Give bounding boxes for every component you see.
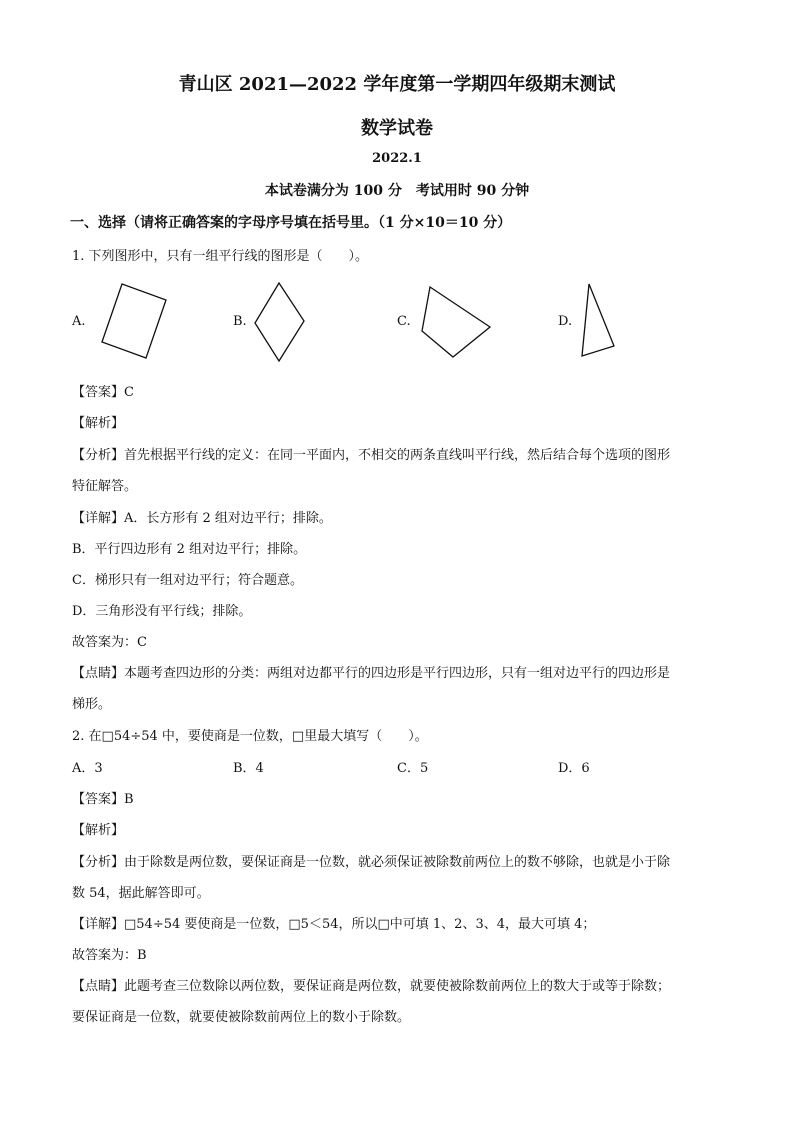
q1-fenxi-line-1: 【分析】首先根据平行线的定义：在同一平面内，不相交的两条直线叫平行线，然后结合每个选项的图形 <box>72 448 671 463</box>
q2-option-a: A．3 <box>72 761 103 776</box>
q1-option-b-label: B. <box>233 314 247 329</box>
q1-option-c-label: C. <box>397 314 411 329</box>
q2-dianjing-line-1: 【点睛】此题考查三位数除以两位数，要保证商是两位数，就要使被除数前两位上的数大于或等于除数； <box>72 979 671 994</box>
q1-dianjing-line-1: 【点睛】本题考查四边形的分类：两组对边都平行的四边形是平行四边形，只有一组对边平行的四边形是 <box>72 666 671 681</box>
triangle-shape <box>580 282 620 362</box>
rhombus-shape <box>255 283 309 363</box>
exam-title: 青山区 2021—2022 学年度第一学期四年级期末测试 <box>178 74 616 95</box>
q1-detail-line-3: C．梯形只有一组对边平行；符合题意。 <box>72 573 303 588</box>
q1-analysis-tag: 【解析】 <box>72 416 125 431</box>
q1-detail-line-4: D．三角形没有平行线；排除。 <box>72 604 252 619</box>
q2-option-b: B．4 <box>233 761 264 776</box>
q2-conclusion: 故答案为：B <box>72 948 147 963</box>
q2-analysis-tag: 【解析】 <box>72 823 125 838</box>
q2-option-c: C．5 <box>397 761 429 776</box>
q2-detail-line-1: 【详解】□54÷54 要使商是一位数，□5＜54，所以□中可填 1、2、3、4，最大可填 4； <box>72 917 596 932</box>
q1-detail-line-2: B．平行四边形有 2 组对边平行；排除。 <box>72 542 307 557</box>
q2-dianjing-line-2: 要保证商是一位数，就要使被除数前两位上的数小于除数。 <box>72 1010 411 1025</box>
section-heading: 一、选择（请将正确答案的字母序号填在括号里。（1 分×10＝10 分） <box>70 215 512 231</box>
q1-fenxi-line-2: 特征解答。 <box>72 479 138 494</box>
question-1-stem: 1. 下列图形中，只有一组平行线的图形是（ ）。 <box>72 249 369 264</box>
q1-option-d-label: D. <box>558 314 573 329</box>
trapezoid-shape <box>420 283 495 363</box>
exam-info: 本试卷满分为 100 分 考试用时 90 分钟 <box>264 183 530 199</box>
q1-conclusion: 故答案为：C <box>72 635 147 650</box>
exam-subtitle: 数学试卷 <box>361 118 433 139</box>
question-2-stem: 2. 在□54÷54 中，要使商是一位数，□里最大填写（ ）。 <box>72 729 428 744</box>
q1-dianjing-line-2: 梯形。 <box>72 697 112 712</box>
q2-fenxi-line-2: 数 54，据此解答即可。 <box>72 886 210 901</box>
q2-option-d: D．6 <box>558 761 590 776</box>
q1-answer: 【答案】C <box>72 385 134 400</box>
q2-answer: 【答案】B <box>72 792 134 807</box>
q2-fenxi-line-1: 【分析】由于除数是两位数，要保证商是一位数，就必须保证被除数前两位上的数不够除，也就是小于除 <box>72 855 671 870</box>
exam-date: 2022.1 <box>372 151 422 166</box>
rectangle-shape <box>100 282 170 362</box>
q1-option-a-label: A. <box>72 314 86 329</box>
q1-detail-line-1: 【详解】A．长方形有 2 组对边平行；排除。 <box>72 511 332 526</box>
